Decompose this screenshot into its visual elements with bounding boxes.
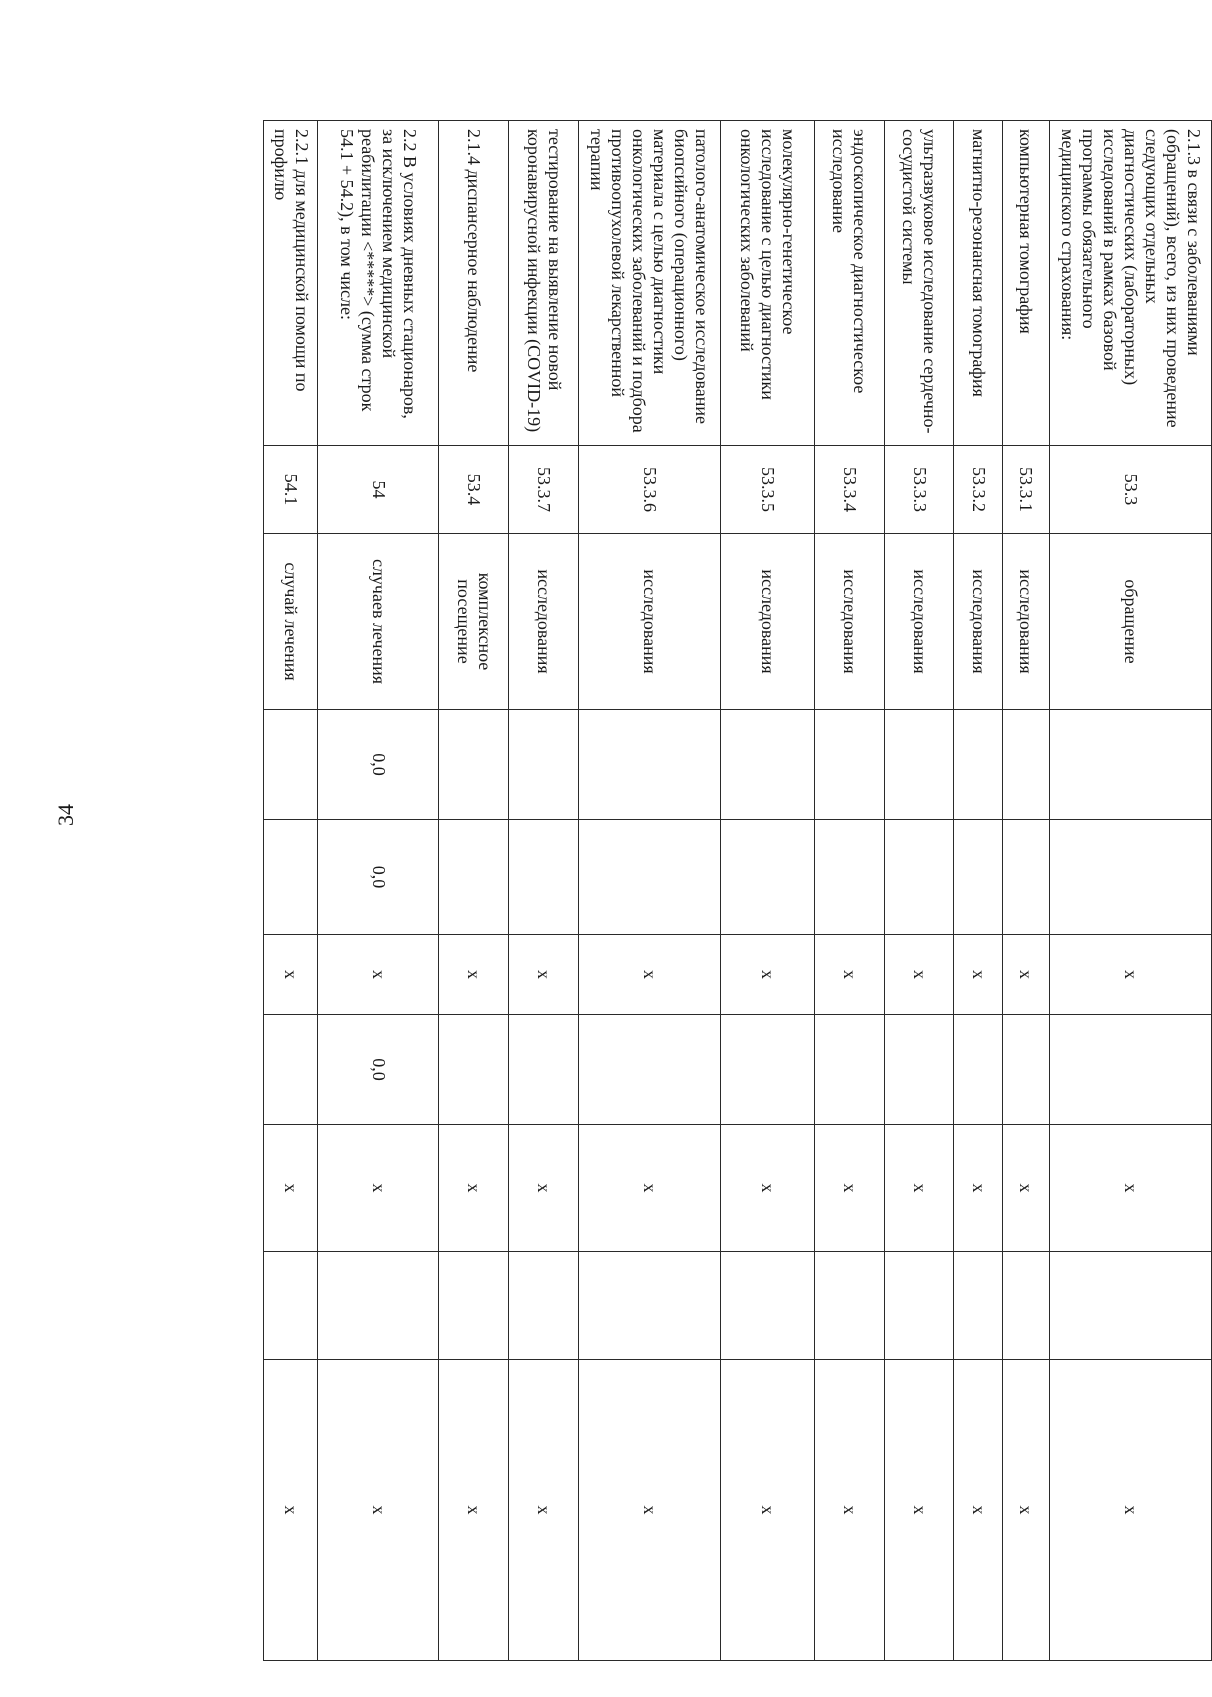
- value-cell: [1049, 820, 1211, 935]
- row-label: патолого-анатомическое исследование биопсийного (операционного) материала с целью диагностики онкологических заболеваний и подбора противоопухолевой лекарственной терапии: [579, 121, 721, 446]
- value-cell: [1002, 1252, 1049, 1360]
- row-unit: случаев лечения: [318, 534, 439, 710]
- row-unit: комплексное посещение: [439, 534, 509, 710]
- value-cell: [814, 820, 884, 935]
- x-mark-cell: х: [884, 1360, 954, 1661]
- value-cell: 0,0: [318, 710, 439, 820]
- value-cell: [579, 1252, 721, 1360]
- x-mark-cell: х: [509, 935, 579, 1015]
- value-cell: [1002, 820, 1049, 935]
- value-cell: [884, 710, 954, 820]
- value-cell: [814, 1015, 884, 1125]
- value-cell: [884, 1015, 954, 1125]
- value-cell: [579, 710, 721, 820]
- x-mark-cell: х: [720, 1125, 814, 1252]
- table-row: [884, 121, 954, 1661]
- value-cell: [954, 1015, 1002, 1125]
- row-label: тестирование на выявление новой коронавирусной инфекции (COVID-19): [509, 121, 579, 446]
- value-cell: [318, 1252, 439, 1360]
- value-cell: [439, 1015, 509, 1125]
- value-cell: [1049, 1015, 1211, 1125]
- value-cell: [720, 1252, 814, 1360]
- value-cell: [720, 820, 814, 935]
- value-cell: [814, 1252, 884, 1360]
- x-mark-cell: х: [579, 1125, 721, 1252]
- value-cell: [954, 820, 1002, 935]
- value-cell: [954, 1252, 1002, 1360]
- row-code: 54.1: [264, 446, 318, 534]
- x-mark-cell: х: [814, 935, 884, 1015]
- x-mark-cell: х: [264, 1125, 318, 1252]
- x-mark-cell: х: [720, 935, 814, 1015]
- value-cell: [954, 710, 1002, 820]
- table-row: [954, 121, 1002, 1661]
- value-cell: 0,0: [318, 820, 439, 935]
- x-mark-cell: х: [509, 1125, 579, 1252]
- page-number: 34: [53, 804, 78, 826]
- row-code: 53.3.6: [579, 446, 721, 534]
- x-mark-cell: х: [264, 935, 318, 1015]
- x-mark-cell: х: [1002, 1360, 1049, 1661]
- x-mark-cell: х: [318, 935, 439, 1015]
- value-cell: [720, 1015, 814, 1125]
- x-mark-cell: х: [318, 1125, 439, 1252]
- row-unit: исследования: [509, 534, 579, 710]
- row-code: 53.4: [439, 446, 509, 534]
- row-label: компьютерная томография: [1002, 121, 1049, 446]
- row-code: 53.3.5: [720, 446, 814, 534]
- value-cell: [264, 1015, 318, 1125]
- value-cell: [264, 1252, 318, 1360]
- value-cell: [509, 710, 579, 820]
- row-code: 53.3.1: [1002, 446, 1049, 534]
- row-label: ультразвуковое исследование сердечно-сосудистой системы: [884, 121, 954, 446]
- row-unit: случай лечения: [264, 534, 318, 710]
- x-mark-cell: х: [1002, 1125, 1049, 1252]
- row-code: 53.3.7: [509, 446, 579, 534]
- value-cell: [884, 820, 954, 935]
- row-unit: исследования: [720, 534, 814, 710]
- value-cell: [579, 1015, 721, 1125]
- table-row: [264, 121, 318, 1661]
- x-mark-cell: х: [439, 1125, 509, 1252]
- x-mark-cell: х: [884, 1125, 954, 1252]
- value-cell: [439, 710, 509, 820]
- x-mark-cell: х: [1002, 935, 1049, 1015]
- table-row: [720, 121, 814, 1661]
- table-row: [318, 121, 439, 1661]
- row-label: 2.1.4 диспансерное наблюдение: [439, 121, 509, 446]
- value-cell: [264, 820, 318, 935]
- data-table: [263, 120, 1212, 1661]
- value-cell: [439, 1252, 509, 1360]
- x-mark-cell: х: [720, 1360, 814, 1661]
- value-cell: [439, 820, 509, 935]
- row-code: 53.3.4: [814, 446, 884, 534]
- x-mark-cell: х: [954, 935, 1002, 1015]
- x-mark-cell: х: [264, 1360, 318, 1661]
- row-unit: исследования: [1002, 534, 1049, 710]
- row-unit: обращение: [1049, 534, 1211, 710]
- value-cell: [1002, 1015, 1049, 1125]
- value-cell: [720, 710, 814, 820]
- value-cell: [579, 820, 721, 935]
- table-row: [509, 121, 579, 1661]
- x-mark-cell: х: [884, 935, 954, 1015]
- x-mark-cell: х: [814, 1360, 884, 1661]
- x-mark-cell: х: [579, 935, 721, 1015]
- table-row: [439, 121, 509, 1661]
- row-label: 2.2.1 для медицинской помощи по профилю: [264, 121, 318, 446]
- value-cell: [509, 1252, 579, 1360]
- rotated-table-wrapper: [263, 120, 1212, 1660]
- table-row: [814, 121, 884, 1661]
- row-label: 2.2 В условиях дневных стационаров, за исключением медицинской реабилитации <*****> (сумма строк 54.1 + 54.2), в том числе:: [318, 121, 439, 446]
- x-mark-cell: х: [1049, 1360, 1211, 1661]
- row-label: молекулярно-генетическое исследование с целью диагностики онкологических заболеваний: [720, 121, 814, 446]
- x-mark-cell: х: [509, 1360, 579, 1661]
- value-cell: 0,0: [318, 1015, 439, 1125]
- row-label: 2.1.3 в связи с заболеваниями (обращений), всего, из них проведение следующих отдельных диагностических (лабораторных) исследований в рамках базовой программы обязательного медицинского страхования:: [1049, 121, 1211, 446]
- x-mark-cell: х: [439, 1360, 509, 1661]
- value-cell: [509, 1015, 579, 1125]
- value-cell: [509, 820, 579, 935]
- value-cell: [1049, 710, 1211, 820]
- row-unit: исследования: [814, 534, 884, 710]
- x-mark-cell: х: [954, 1360, 1002, 1661]
- table-row: [579, 121, 721, 1661]
- value-cell: [884, 1252, 954, 1360]
- value-cell: [814, 710, 884, 820]
- row-unit: исследования: [884, 534, 954, 710]
- row-unit: исследования: [579, 534, 721, 710]
- table-row: [1049, 121, 1211, 1661]
- value-cell: [264, 710, 318, 820]
- x-mark-cell: х: [318, 1360, 439, 1661]
- x-mark-cell: х: [439, 935, 509, 1015]
- row-code: 54: [318, 446, 439, 534]
- x-mark-cell: х: [579, 1360, 721, 1661]
- x-mark-cell: х: [1049, 935, 1211, 1015]
- x-mark-cell: х: [814, 1125, 884, 1252]
- value-cell: [1049, 1252, 1211, 1360]
- row-unit: исследования: [954, 534, 1002, 710]
- row-code: 53.3.2: [954, 446, 1002, 534]
- row-code: 53.3: [1049, 446, 1211, 534]
- value-cell: [1002, 710, 1049, 820]
- row-label: эндоскопическое диагностическое исследование: [814, 121, 884, 446]
- row-label: магнитно-резонансная томография: [954, 121, 1002, 446]
- x-mark-cell: х: [954, 1125, 1002, 1252]
- table-row: [1002, 121, 1049, 1661]
- x-mark-cell: х: [1049, 1125, 1211, 1252]
- row-code: 53.3.3: [884, 446, 954, 534]
